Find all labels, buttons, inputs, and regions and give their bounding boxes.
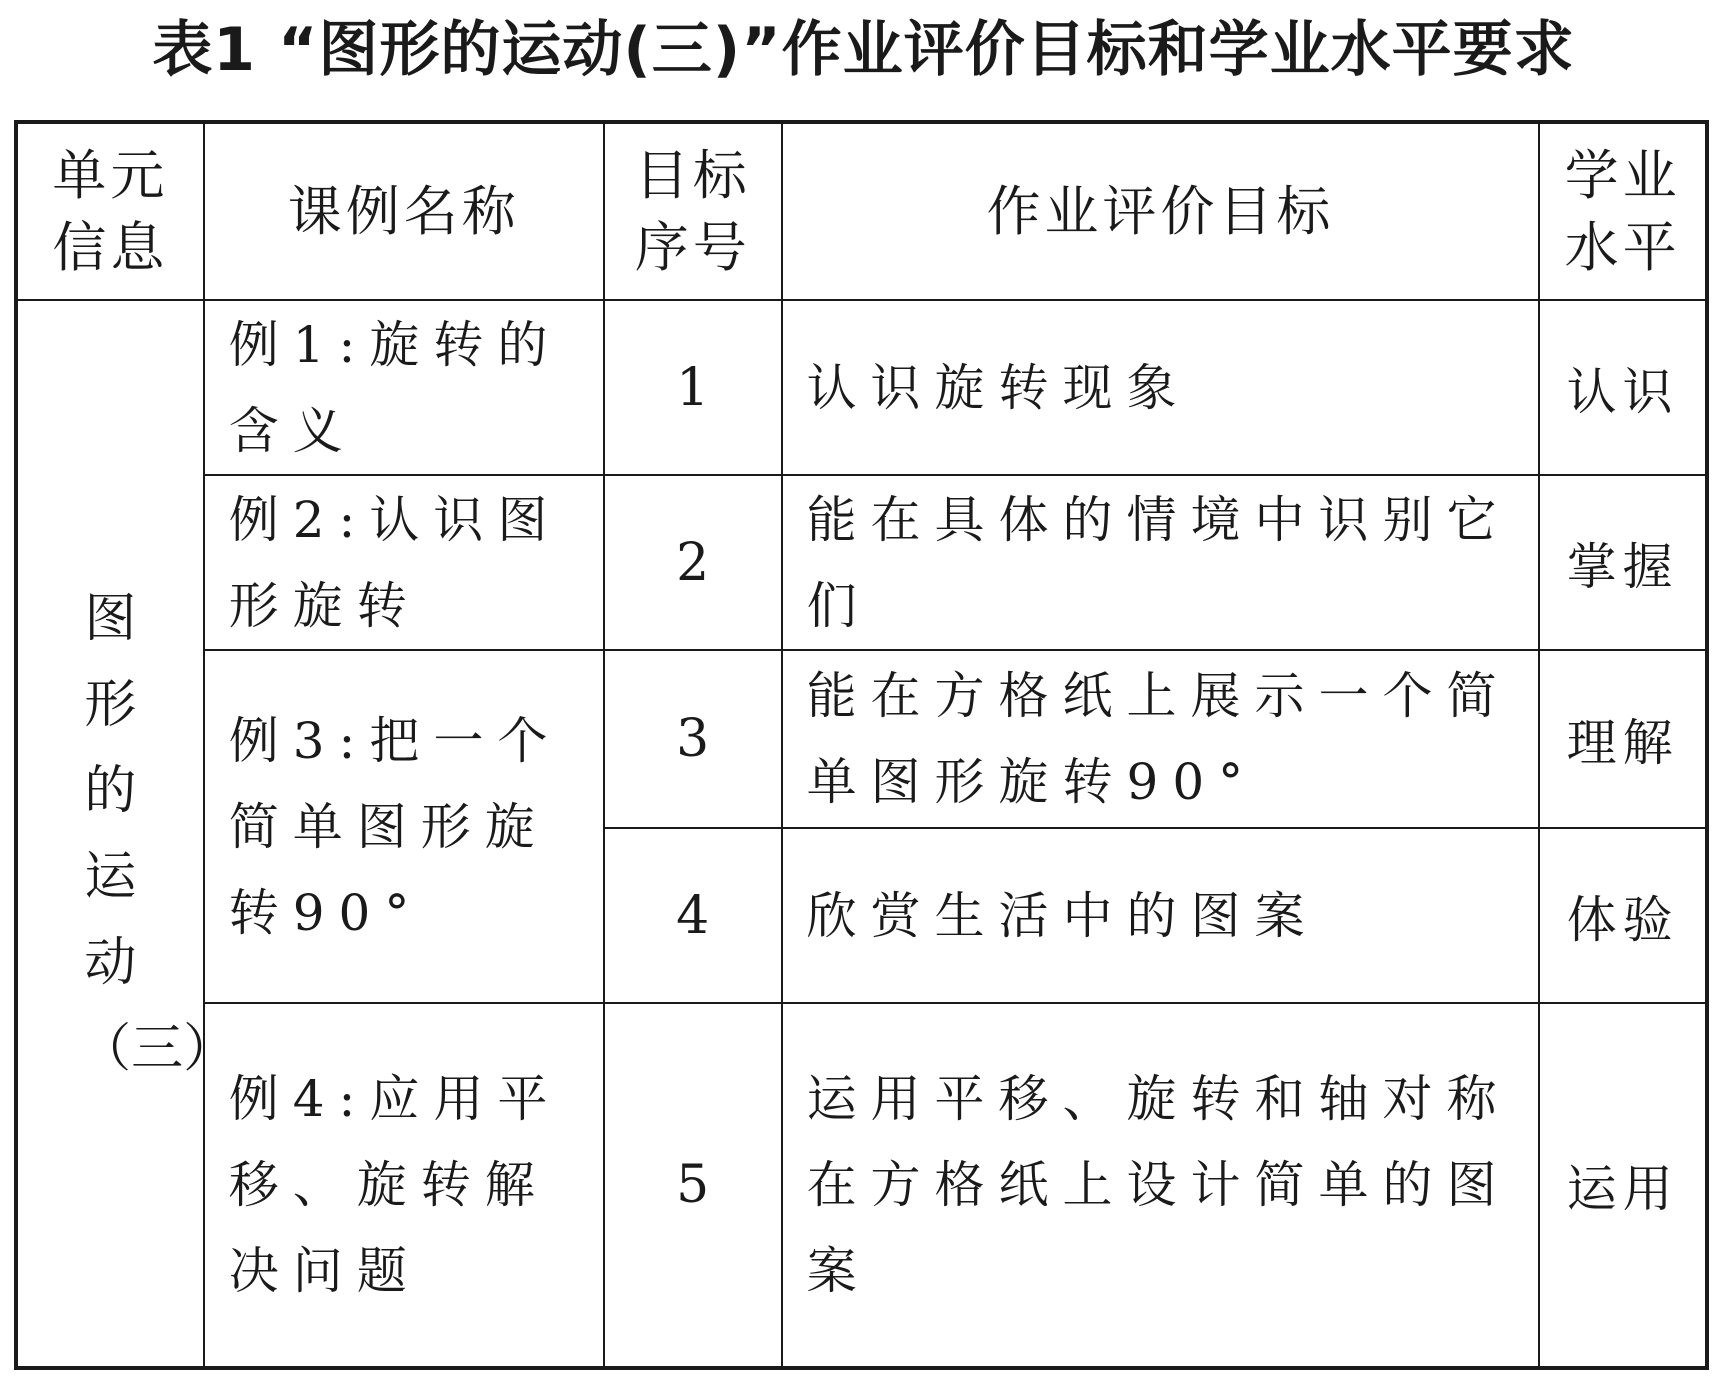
header-lesson: 课例名称 bbox=[204, 122, 604, 300]
table-row bbox=[16, 1003, 1707, 1368]
goal-text: 欣赏生活中的图案 bbox=[782, 828, 1540, 1003]
unit-name-cell bbox=[16, 300, 236, 1368]
goal-text: 能在具体的情境中识别它们 bbox=[782, 475, 1540, 650]
lesson-name: 例4:应用平移、旋转解决问题 bbox=[204, 1003, 604, 1368]
goal-seq: 2 bbox=[604, 475, 782, 650]
level-text: 体验 bbox=[1539, 828, 1707, 1003]
assessment-table bbox=[14, 120, 1709, 1370]
lesson-name: 例2:认识图形旋转 bbox=[204, 475, 604, 650]
header-unit-label: 单元信息 bbox=[52, 143, 169, 279]
table-row bbox=[16, 650, 1707, 828]
header-level bbox=[1539, 122, 1707, 300]
goal-seq: 5 bbox=[604, 1003, 782, 1368]
goal-text: 运用平移、旋转和轴对称在方格纸上设计简单的图案 bbox=[782, 1003, 1540, 1368]
header-row bbox=[16, 122, 1707, 300]
header-seq bbox=[604, 122, 782, 300]
table-row bbox=[16, 475, 1707, 650]
goal-seq: 3 bbox=[604, 650, 782, 828]
table-title: 表1 “图形的运动(三)”作业评价目标和学业水平要求 bbox=[152, 15, 1575, 85]
lesson-name: 例3:把一个简单图形旋转90° bbox=[204, 650, 604, 1003]
lesson-name: 例1:旋转的含义 bbox=[204, 300, 604, 475]
header-level-label: 学业水平 bbox=[1564, 143, 1681, 279]
level-text: 掌握 bbox=[1539, 475, 1707, 650]
unit-name: 图形的运动（三） bbox=[79, 588, 236, 1079]
goal-seq: 4 bbox=[604, 828, 782, 1003]
level-text: 理解 bbox=[1539, 650, 1707, 828]
header-unit bbox=[16, 122, 204, 300]
level-text: 认识 bbox=[1539, 300, 1707, 475]
header-goal: 作业评价目标 bbox=[782, 122, 1540, 300]
header-seq-label: 目标序号 bbox=[634, 143, 751, 279]
level-text: 运用 bbox=[1539, 1003, 1707, 1368]
goal-text: 能在方格纸上展示一个简单图形旋转90° bbox=[782, 650, 1540, 828]
table-row bbox=[16, 300, 1707, 475]
goal-seq: 1 bbox=[604, 300, 782, 475]
goal-text: 认识旋转现象 bbox=[782, 300, 1540, 475]
